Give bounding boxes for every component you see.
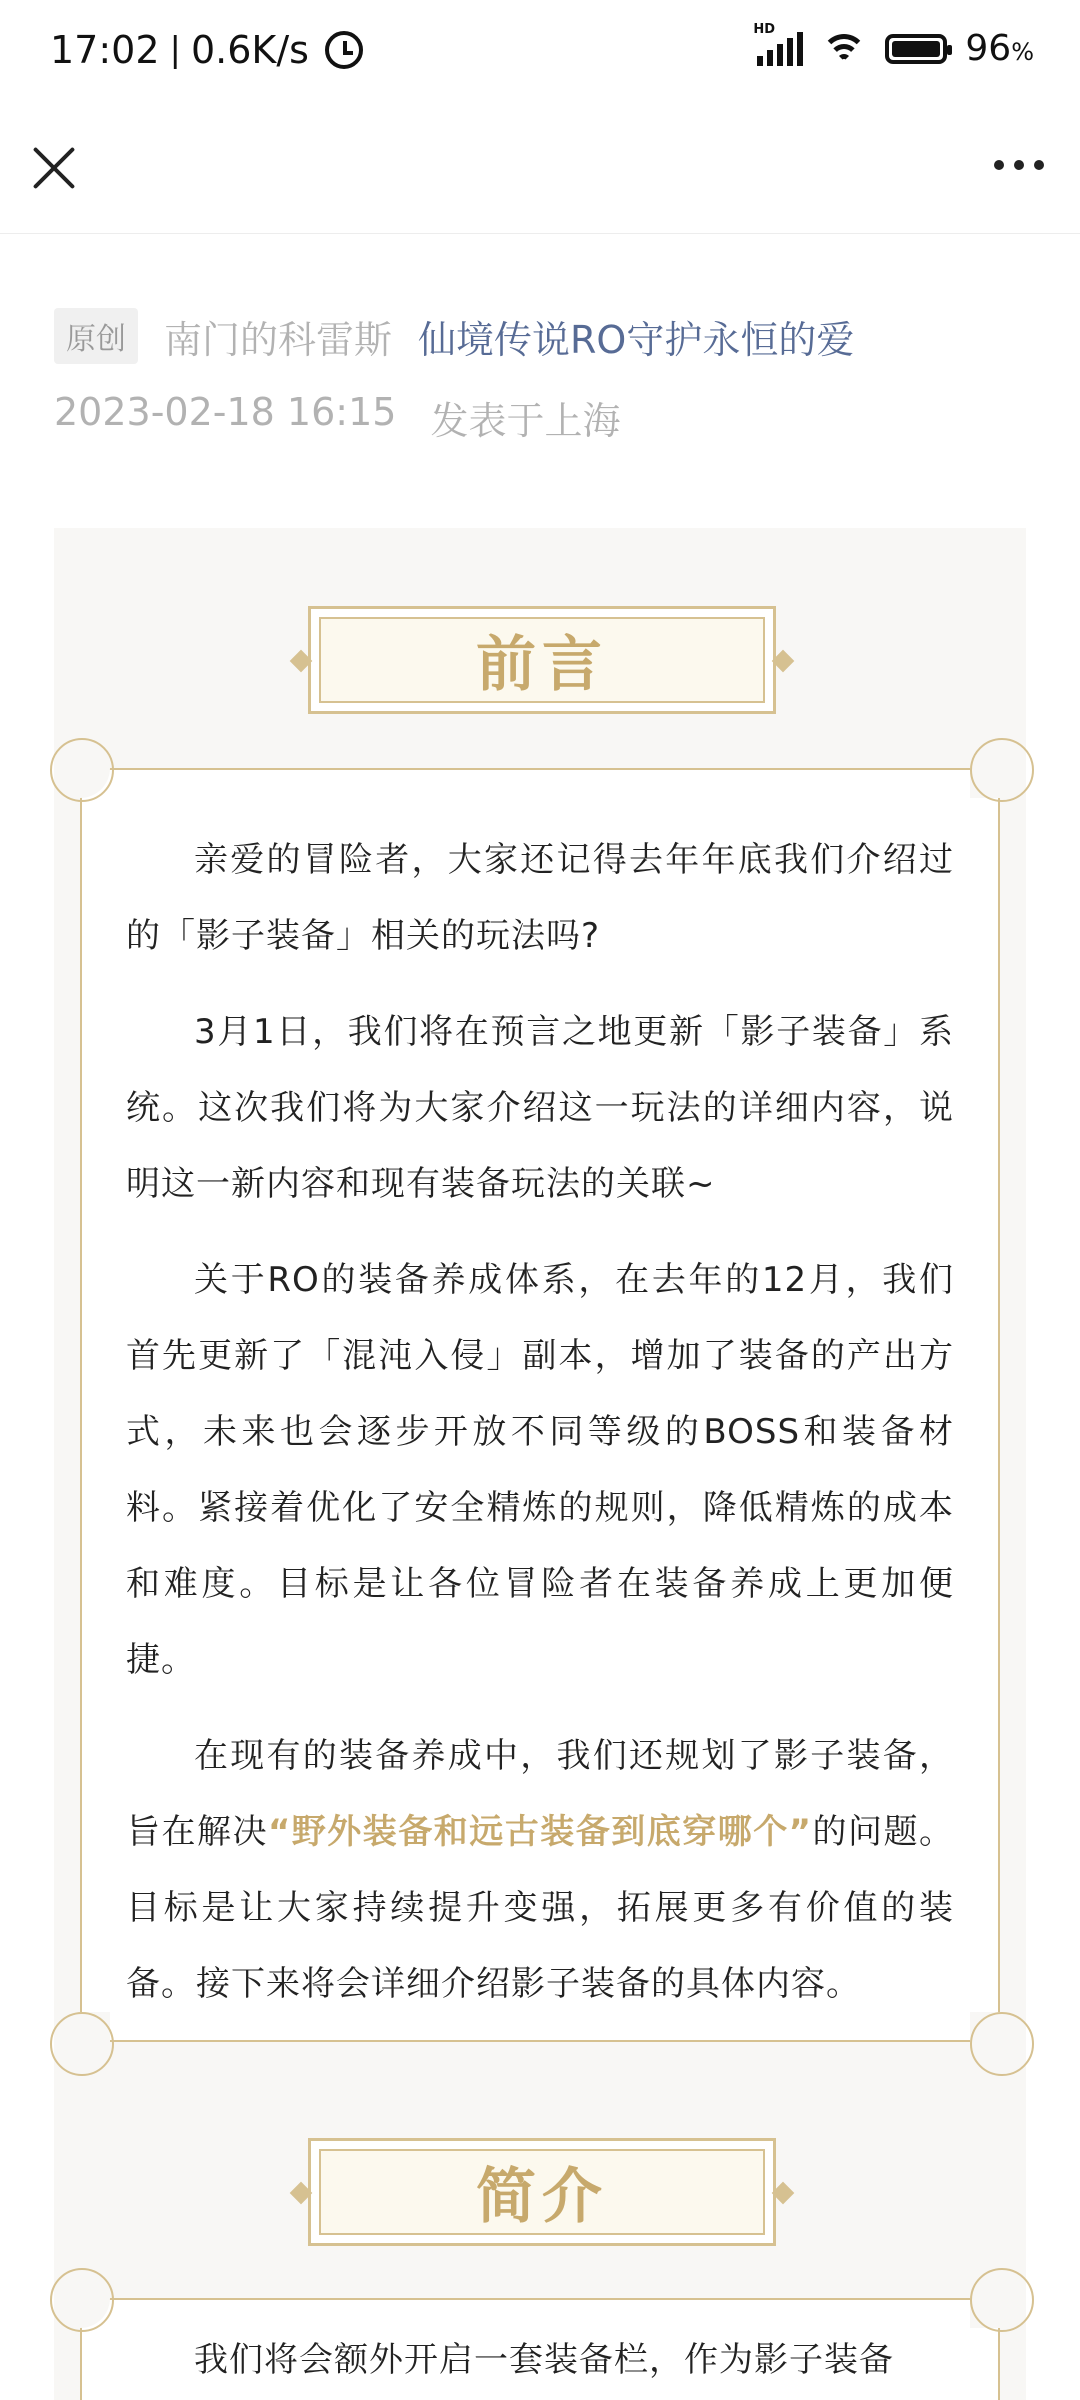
- alarm-icon: [325, 31, 363, 69]
- paragraph: 3月1日，我们将在预言之地更新「影子装备」系统。这次我们将为大家介绍这一玩法的详细内容，说明这一新内容和现有装备玩法的关联~: [126, 1012, 954, 1204]
- paragraph: 在现有的装备养成中，我们还规划了影子装备，旨在解决“野外装备和远古装备到底穿哪个”的问题。目标是让大家持续提升变强，拓展更多有价值的装备。接下来将会详细介绍影子装备的具体内容。: [126, 1736, 954, 2004]
- hd-label: HD: [753, 21, 776, 37]
- close-icon[interactable]: [30, 144, 78, 192]
- battery-level: 96%: [965, 28, 1034, 69]
- meta-row: [54, 308, 854, 364]
- publish-location: 发表于上海: [430, 399, 621, 443]
- content-card-preface: [80, 768, 1000, 2042]
- paragraph: 关于RO的装备养成体系，在去年的12月，我们首先更新了「混沌入侵」副本，增加了装备的产出方式，未来也会逐步开放不同等级的BOSS和装备材料。紧接着优化了安全精炼的规则，降低精炼的成本和难度。目标是让各位冒险者在装备养成上更加便捷。: [126, 1260, 954, 1680]
- section-header-preface: [308, 606, 776, 714]
- status-bar: [0, 0, 1080, 104]
- account-link[interactable]: 仙境传说RO守护永恒的爱: [418, 317, 855, 362]
- nav-bar: [0, 104, 1080, 234]
- status-left: [50, 28, 363, 72]
- publish-date: 2023-02-18 16:15: [54, 390, 397, 434]
- paragraph: 亲爱的冒险者，大家还记得去年年底我们介绍过的「影子装备」相关的玩法吗?: [126, 840, 954, 956]
- battery-icon: [885, 34, 947, 64]
- status-right: [753, 21, 1034, 69]
- paragraph: 我们将会额外开启一套装备栏，作为影子装备: [194, 2340, 894, 2380]
- network-speed: 0.6K/s: [190, 28, 309, 72]
- highlight-text: “野外装备和远古装备到底穿哪个”: [267, 1812, 813, 1852]
- more-icon[interactable]: [994, 160, 1044, 170]
- section-header-intro: [308, 2138, 776, 2246]
- section-title: 前言: [476, 630, 608, 700]
- original-tag: 原创: [54, 308, 138, 364]
- author-name: 南门的科雷斯: [164, 317, 393, 362]
- status-time: 17:02: [50, 28, 160, 72]
- signal-icon: [753, 21, 803, 66]
- section-title: 简介: [476, 2162, 608, 2232]
- status-divider: |: [169, 30, 181, 70]
- content-card-intro: [80, 2298, 1000, 2400]
- wifi-icon: [821, 32, 867, 66]
- date-row: [54, 390, 620, 445]
